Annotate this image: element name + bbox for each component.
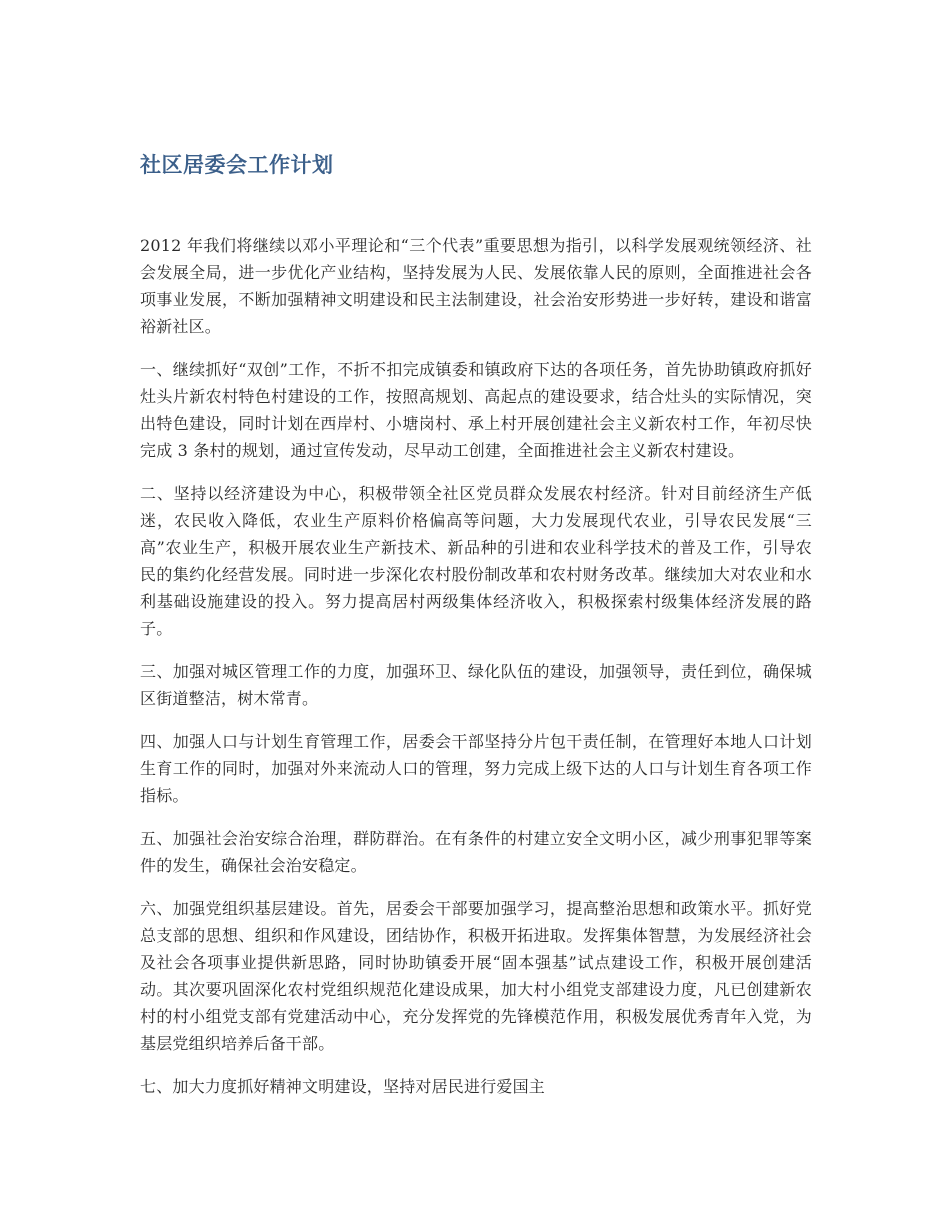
paragraph-item-7: 七、加大力度抓好精神文明建设，坚持对居民进行爱国主: [140, 1077, 546, 1096]
paragraph-intro: 2012 年我们将继续以邓小平理论和“三个代表”重要思想为指引，以科学发展观统领经济、社会发展全局，进一步优化产业结构，坚持发展为人民、发展依靠人民的原则，全面推进社会各项事业发展，不断加强精神文明建设和民主法制建设，社会治安形势进一步好转，建设和谐富裕新社区。: [140, 236, 812, 336]
paragraph-item-4: 四、加强人口与计划生育管理工作，居委会干部坚持分片包干责任制，在管理好本地人口计划生育工作的同时，加强对外来流动人口的管理，努力完成上级下达的人口与计划生育各项工作指标。: [140, 732, 812, 805]
paragraph-item-3: 三、加强对城区管理工作的力度，加强环卫、绿化队伍的建设，加强领导，责任到位，确保城区街道整洁，树木常青。: [140, 662, 812, 708]
paragraph-item-2: 二、坚持以经济建设为中心，积极带领全社区党员群众发展农村经济。针对目前经济生产低迷，农民收入降低，农业生产原料价格偏高等问题，大力发展现代农业，引导农民发展“三高”农业生产，积极开展农业生产新技术、新品种的引进和农业科学技术的普及工作，引导农民的集约化经营发展。同时进一步深化农村股份制改革和农村财务改革。继续加大对农业和水利基础设施建设的投入。努力提高居村两级集体经济收入，积极探索村级集体经济发展的路子。: [140, 484, 812, 638]
paragraph-item-1: 一、继续抓好“双创”工作，不折不扣完成镇委和镇政府下达的各项任务，首先协助镇政府抓好灶头片新农村特色村建设的工作，按照高规划、高起点的建设要求，结合灶头的实际情况，突出特色建设，同时计划在西岸村、小塘岗村、承上村开展创建社会主义新农村工作，年初尽快完成 3 条村的规划，通过宣传发动，尽早动工创建，全面推进社会主义新农村建设。: [140, 360, 812, 460]
paragraph-item-5: 五、加强社会治安综合治理，群防群治。在有条件的村建立安全文明小区，减少刑事犯罪等案件的发生，确保社会治安稳定。: [140, 829, 812, 875]
document-page: [140, 150, 812, 1116]
document-title: 社区居委会工作计划: [140, 153, 334, 177]
paragraph-item-6: 六、加强党组织基层建设。首先，居委会干部要加强学习，提高整治思想和政策水平。抓好党总支部的思想、组织和作风建设，团结协作，积极开拓进取。发挥集体智慧，为发展经济社会及社会各项事业提供新思路，同时协助镇委开展“固本强基”试点建设工作，积极开展创建活动。其次要巩固深化农村党组织规范化建设成果，加大村小组党支部建设力度，凡已创建新农村的村小组党支部有党建活动中心，充分发挥党的先锋模范作用，积极发展优秀青年入党，为基层党组织培养后备干部。: [140, 899, 812, 1053]
